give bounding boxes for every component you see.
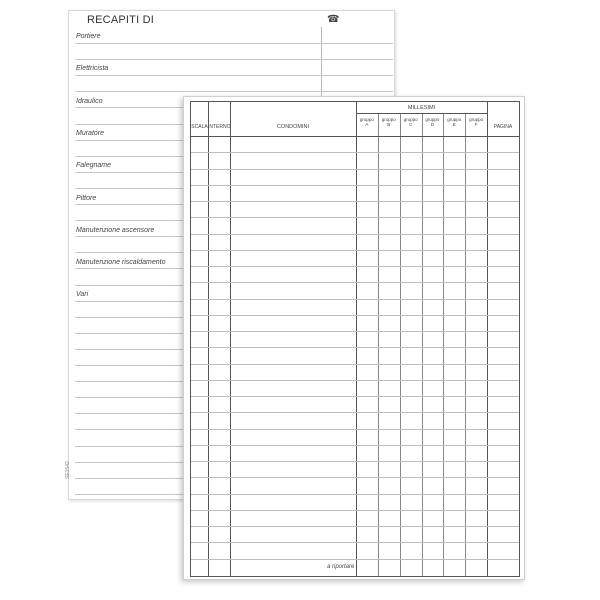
group-header-label: gruppo	[447, 117, 462, 122]
row-divider	[191, 282, 519, 283]
row-divider	[191, 542, 519, 543]
column-divider	[208, 102, 209, 576]
header-condomini: CONDOMINI	[276, 124, 310, 130]
header-scala: SCALA	[191, 124, 208, 130]
group-header-label: gruppo	[425, 117, 440, 122]
contacts-line	[75, 75, 393, 76]
product-code: SE1542	[65, 461, 71, 479]
header-millesimi: MILLESIMI	[407, 105, 436, 111]
contact-category: Pittore	[76, 194, 97, 202]
row-divider	[191, 364, 519, 365]
group-header	[465, 117, 487, 127]
contact-category: Portiere	[76, 33, 101, 40]
row-divider	[191, 429, 519, 430]
group-divider	[422, 113, 423, 576]
row-divider	[191, 559, 519, 560]
contact-category: Falegname	[76, 162, 112, 170]
contact-category: Muratore	[76, 129, 105, 137]
group-header-label: gruppo	[381, 117, 396, 122]
row-divider	[191, 299, 519, 300]
contact-category: Manutenzione riscaldamento	[76, 259, 166, 267]
group-divider	[443, 113, 444, 576]
header-pagina: PAGINA	[493, 124, 513, 130]
row-divider	[191, 217, 519, 218]
contacts-line	[75, 91, 393, 92]
group-header-letter: E	[452, 122, 456, 127]
row-divider	[191, 331, 519, 332]
group-header	[378, 117, 400, 127]
contact-category: Idraulico	[76, 97, 103, 105]
group-divider	[465, 113, 466, 576]
group-header-label: gruppo	[469, 117, 484, 122]
row-divider	[191, 526, 519, 527]
group-header-letter: A	[365, 122, 369, 127]
row-divider	[191, 412, 519, 413]
row-divider	[191, 266, 519, 267]
group-header-letter: D	[430, 122, 435, 127]
group-header	[422, 117, 444, 127]
group-header	[356, 117, 378, 127]
column-divider	[356, 102, 357, 576]
group-header-letter: F	[474, 122, 478, 127]
row-divider	[191, 152, 519, 153]
row-divider	[191, 396, 519, 397]
row-divider	[191, 169, 519, 170]
row-divider	[191, 201, 519, 202]
row-divider	[191, 461, 519, 462]
ledger-sheet	[183, 96, 525, 580]
row-divider	[191, 185, 519, 186]
header-divider	[191, 136, 519, 137]
footer-a-riportare: a riportare	[327, 564, 355, 570]
group-header-letter: C	[408, 122, 413, 127]
contacts-title: RECAPITI DI	[87, 14, 154, 26]
header-interno: INTERNO	[208, 124, 231, 130]
contact-category: Vari	[76, 291, 89, 299]
contact-category: Elettricista	[76, 65, 109, 73]
group-header	[400, 117, 422, 127]
column-divider	[230, 102, 231, 576]
row-divider	[191, 234, 519, 235]
group-header-letter: B	[387, 122, 391, 127]
ledger-table	[190, 101, 520, 577]
row-divider	[191, 510, 519, 511]
row-divider	[191, 380, 519, 381]
group-divider	[378, 113, 379, 576]
row-divider	[191, 445, 519, 446]
group-header	[443, 117, 465, 127]
contacts-line	[75, 59, 393, 60]
group-header-label: gruppo	[359, 117, 374, 122]
row-divider	[191, 347, 519, 348]
millesimi-divider	[356, 113, 487, 114]
row-divider	[191, 250, 519, 251]
group-header-label: gruppo	[403, 117, 418, 122]
contact-category: Manutenzione ascensore	[76, 226, 155, 234]
contacts-line	[75, 43, 393, 44]
row-divider	[191, 494, 519, 495]
row-divider	[191, 477, 519, 478]
group-divider	[400, 113, 401, 576]
telephone-icon: ☎	[327, 14, 340, 25]
row-divider	[191, 315, 519, 316]
column-divider	[487, 102, 488, 576]
